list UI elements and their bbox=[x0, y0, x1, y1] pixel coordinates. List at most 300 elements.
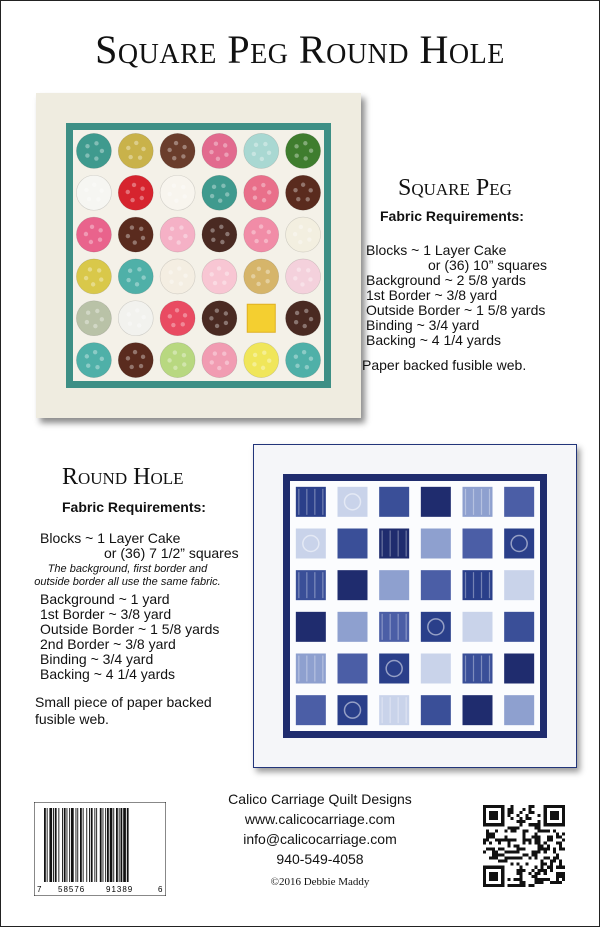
fabric-print-dot bbox=[302, 350, 306, 354]
qr-module bbox=[538, 881, 541, 884]
qr-module bbox=[501, 854, 504, 857]
list-item: or (36) 7 1/2” squares bbox=[104, 545, 239, 561]
fabric-print-dot bbox=[181, 154, 185, 158]
square-block bbox=[296, 529, 326, 559]
square-block bbox=[421, 570, 451, 600]
qr-module bbox=[516, 848, 519, 851]
square-block bbox=[379, 612, 409, 642]
fabric-print-dot bbox=[84, 232, 88, 236]
qr-module bbox=[529, 857, 532, 860]
fabric-print-dot bbox=[210, 228, 214, 232]
fabric-print-dot bbox=[95, 309, 99, 313]
qr-module bbox=[541, 844, 544, 847]
qr-module bbox=[535, 857, 538, 860]
qr-module bbox=[544, 857, 547, 860]
qr-module bbox=[535, 881, 538, 884]
barcode-bar bbox=[110, 808, 113, 882]
fabric-print-dot bbox=[91, 282, 95, 286]
qr-module bbox=[501, 838, 504, 841]
circle-block bbox=[76, 133, 111, 168]
fabric-print-dot bbox=[179, 225, 183, 229]
qr-module bbox=[510, 829, 513, 832]
barcode-bar bbox=[83, 808, 84, 882]
qr-module bbox=[507, 878, 510, 881]
qr-module bbox=[516, 869, 519, 872]
fabric-print-dot bbox=[210, 272, 214, 276]
qr-module bbox=[519, 811, 522, 814]
circle-block bbox=[118, 175, 153, 210]
qr-module bbox=[504, 860, 507, 863]
fabric-print-dot bbox=[141, 236, 145, 240]
circle-block bbox=[160, 175, 195, 210]
fabric-print-dot bbox=[138, 155, 142, 159]
fabric-print-dot bbox=[128, 269, 132, 273]
fabric-print-dot bbox=[89, 240, 93, 244]
phone-number: 940-549-4058 bbox=[276, 851, 364, 867]
qr-module bbox=[547, 878, 550, 881]
fabric-print-dot bbox=[168, 270, 172, 274]
list-item: Outside Border ~ 1 5/8 yards bbox=[40, 621, 220, 637]
qr-module bbox=[510, 817, 513, 820]
qr-module bbox=[507, 851, 510, 854]
fabric-requirements-label: Fabric Requirements: bbox=[380, 208, 524, 224]
fabric-print-dot bbox=[182, 362, 186, 366]
qr-module bbox=[516, 878, 519, 881]
qr-module bbox=[541, 848, 544, 851]
fabric-print-dot bbox=[293, 232, 297, 236]
qr-module bbox=[486, 848, 489, 851]
qr-module bbox=[535, 872, 538, 875]
fabric-print-dot bbox=[251, 274, 255, 278]
circle-block bbox=[76, 301, 111, 336]
fabric-print-dot bbox=[93, 350, 97, 354]
email-link[interactable]: info@calicocarriage.com bbox=[243, 831, 397, 847]
qr-module bbox=[513, 878, 516, 881]
circle-block bbox=[118, 301, 153, 336]
website-link[interactable]: www.calicocarriage.com bbox=[244, 811, 396, 827]
qr-module bbox=[535, 838, 538, 841]
list-item: Binding ~ 3/4 yard bbox=[366, 317, 480, 333]
qr-module bbox=[519, 820, 522, 823]
qr-module bbox=[516, 851, 519, 854]
qr-module bbox=[559, 844, 562, 847]
barcode-bar bbox=[94, 808, 95, 882]
qr-module bbox=[547, 835, 550, 838]
barcode-digit: 7 bbox=[37, 885, 42, 894]
qr-module bbox=[526, 854, 529, 857]
qr-module bbox=[550, 860, 553, 863]
fabric-print-dot bbox=[209, 150, 213, 154]
square-block bbox=[463, 570, 493, 600]
qr-module bbox=[519, 878, 522, 881]
fabric-print-dot bbox=[167, 148, 171, 152]
barcode-bar bbox=[44, 808, 46, 882]
square-block bbox=[296, 612, 326, 642]
copyright-notice: ©2016 Debbie Maddy bbox=[270, 876, 370, 888]
qr-module bbox=[556, 881, 559, 884]
qr-module bbox=[532, 875, 535, 878]
fabric-print-dot bbox=[305, 365, 309, 369]
fabric-print-dot bbox=[267, 359, 271, 363]
barcode-digit: 58576 bbox=[58, 885, 86, 894]
circle-block bbox=[118, 217, 153, 252]
fabric-print-dot bbox=[308, 228, 312, 232]
barcode-bar bbox=[116, 808, 118, 882]
round-hole-section bbox=[30, 465, 255, 728]
qr-module bbox=[532, 884, 535, 887]
qr-module bbox=[510, 884, 513, 887]
qr-module bbox=[526, 863, 529, 866]
qr-module bbox=[513, 844, 516, 847]
square-block bbox=[463, 654, 493, 684]
qr-module bbox=[492, 857, 495, 860]
qr-module bbox=[492, 835, 495, 838]
fabric-print-dot bbox=[181, 185, 185, 189]
fabric-print-dot bbox=[167, 358, 171, 362]
fabric-print-dot bbox=[85, 153, 89, 157]
quilt-background bbox=[73, 130, 324, 381]
qr-module bbox=[553, 829, 556, 832]
qr-module bbox=[510, 811, 513, 814]
square-block bbox=[338, 654, 368, 684]
qr-module bbox=[510, 826, 513, 829]
qr-module bbox=[522, 808, 525, 811]
qr-module bbox=[547, 866, 550, 869]
circle-block bbox=[202, 175, 237, 210]
fabric-print-dot bbox=[294, 154, 298, 158]
fabric-print-dot bbox=[126, 356, 130, 360]
fabric-print-dot bbox=[221, 184, 225, 188]
qr-module bbox=[519, 872, 522, 875]
qr-module bbox=[535, 835, 538, 838]
qr-module bbox=[553, 851, 556, 854]
fabric-print-dot bbox=[141, 355, 145, 359]
square-peg-heading: Square Peg bbox=[398, 175, 512, 201]
fabric-print-dot bbox=[173, 366, 177, 370]
circle-block bbox=[286, 133, 321, 168]
barcode-bar bbox=[77, 808, 78, 882]
list-item: Blocks ~ 1 Layer Cake bbox=[40, 530, 181, 546]
circle-block bbox=[244, 217, 279, 252]
round-hole-quilt-image bbox=[253, 444, 577, 768]
fabric-print-dot bbox=[100, 149, 104, 153]
square-block bbox=[338, 695, 368, 725]
fabric-print-dot bbox=[306, 268, 310, 272]
qr-module bbox=[541, 881, 544, 884]
fabric-print-dot bbox=[168, 236, 172, 240]
qr-module bbox=[547, 829, 550, 832]
square-block bbox=[463, 612, 493, 642]
fabric-print-dot bbox=[130, 225, 134, 229]
qr-module bbox=[513, 857, 516, 860]
circle-block bbox=[160, 217, 195, 252]
fabric-print-dot bbox=[171, 323, 175, 327]
qr-module bbox=[550, 869, 553, 872]
list-item: Outside Border ~ 1 5/8 yards bbox=[366, 302, 546, 318]
qr-module bbox=[489, 857, 492, 860]
requirements-list-b bbox=[40, 592, 255, 682]
list-item: or (36) 10” squares bbox=[428, 257, 548, 273]
qr-module bbox=[516, 826, 519, 829]
qr-module bbox=[526, 817, 529, 820]
qr-module bbox=[559, 881, 562, 884]
qr-module bbox=[510, 838, 513, 841]
qr-module bbox=[483, 851, 486, 854]
qr-module bbox=[529, 808, 532, 811]
qr-module bbox=[498, 838, 501, 841]
square-block bbox=[421, 612, 451, 642]
square-block bbox=[296, 654, 326, 684]
fabric-print-dot bbox=[254, 239, 258, 243]
qr-module bbox=[556, 872, 559, 875]
qr-module bbox=[544, 878, 547, 881]
circle-blocks bbox=[73, 130, 324, 381]
qr-module bbox=[538, 838, 541, 841]
qr-module bbox=[538, 851, 541, 854]
fabric-print-dot bbox=[169, 280, 173, 284]
fabric-print-dot bbox=[183, 194, 187, 198]
barcode-bar bbox=[58, 808, 59, 882]
qr-module bbox=[535, 851, 538, 854]
fabric-print-dot bbox=[90, 225, 94, 229]
fabric-print-dot bbox=[304, 156, 308, 160]
qr-module bbox=[498, 860, 501, 863]
qr-module bbox=[544, 863, 547, 866]
fabric-print-dot bbox=[209, 316, 213, 320]
list-item: Backing ~ 4 1/4 yards bbox=[366, 332, 502, 348]
fabric-print-dot bbox=[98, 237, 102, 241]
fabric-print-dot bbox=[299, 225, 303, 229]
circle-block bbox=[202, 217, 237, 252]
qr-module bbox=[529, 817, 532, 820]
circle-block bbox=[202, 259, 237, 294]
qr-module bbox=[513, 838, 516, 841]
circle-block bbox=[244, 133, 279, 168]
fabric-print-dot bbox=[126, 234, 130, 238]
fabric-print-dot bbox=[133, 240, 137, 244]
fabric-requirements-label: Fabric Requirements: bbox=[62, 499, 206, 515]
fabric-print-dot bbox=[100, 357, 104, 361]
fabric-print-dot bbox=[126, 278, 130, 282]
fabric-print-dot bbox=[267, 190, 271, 194]
qr-module bbox=[541, 829, 544, 832]
square-block bbox=[421, 487, 451, 517]
qr-module bbox=[495, 851, 498, 854]
qr-module bbox=[535, 841, 538, 844]
fabric-print-dot bbox=[133, 350, 137, 354]
qr-module bbox=[538, 829, 541, 832]
qr-module bbox=[538, 872, 541, 875]
fabric-print-dot bbox=[127, 312, 131, 316]
fabric-print-dot bbox=[308, 277, 312, 281]
list-item: 1st Border ~ 3/8 yard bbox=[40, 606, 172, 622]
fabric-print-dot bbox=[139, 227, 143, 231]
square-block bbox=[421, 695, 451, 725]
qr-module bbox=[556, 832, 559, 835]
qr-module bbox=[492, 848, 495, 851]
qr-module bbox=[538, 823, 541, 826]
fabric-print-dot bbox=[298, 240, 302, 244]
fabric-print-dot bbox=[252, 186, 256, 190]
qr-module bbox=[522, 854, 525, 857]
fabric-print-dot bbox=[301, 183, 305, 187]
qr-module bbox=[519, 866, 522, 869]
qr-module bbox=[504, 838, 507, 841]
barcode-bar bbox=[96, 808, 97, 882]
qr-module bbox=[532, 823, 535, 826]
qr-module bbox=[486, 835, 489, 838]
qr-module bbox=[562, 866, 565, 869]
qr-module bbox=[559, 835, 562, 838]
barcode-bar bbox=[47, 808, 48, 882]
qr-module bbox=[495, 854, 498, 857]
qr-module bbox=[501, 860, 504, 863]
qr-module bbox=[532, 854, 535, 857]
qr-module bbox=[516, 884, 519, 887]
requirements-list-a bbox=[40, 531, 255, 561]
square-peg-quilt-image bbox=[36, 93, 361, 418]
qr-module bbox=[492, 854, 495, 857]
circle-block bbox=[118, 133, 153, 168]
qr-module bbox=[495, 857, 498, 860]
square-block bbox=[504, 529, 534, 559]
fabric-print-dot bbox=[167, 192, 171, 196]
qr-module bbox=[504, 829, 507, 832]
qr-module bbox=[544, 869, 547, 872]
fabric-print-dot bbox=[140, 187, 144, 191]
barcode-bar bbox=[100, 808, 102, 882]
qr-module bbox=[532, 805, 535, 808]
qr-module bbox=[516, 872, 519, 875]
fabric-print-dot bbox=[253, 353, 257, 357]
fabric-print-dot bbox=[129, 365, 133, 369]
fabric-print-dot bbox=[217, 366, 221, 370]
fabric-print-dot bbox=[172, 183, 176, 187]
qr-module bbox=[516, 863, 519, 866]
fabric-print-dot bbox=[96, 197, 100, 201]
circle-block bbox=[202, 343, 237, 378]
fabric-print-dot bbox=[225, 361, 229, 365]
qr-module bbox=[547, 838, 550, 841]
fabric-print-dot bbox=[295, 364, 299, 368]
page-title: Square Peg Round Hole bbox=[95, 27, 505, 72]
qr-module bbox=[550, 881, 553, 884]
requirements-list bbox=[366, 243, 596, 348]
fabric-print-dot bbox=[214, 142, 218, 146]
fabric-print-dot bbox=[87, 197, 91, 201]
fabric-print-dot bbox=[182, 353, 186, 357]
fabric-print-dot bbox=[88, 267, 92, 271]
fabric-print-dot bbox=[181, 322, 185, 326]
qr-module bbox=[535, 866, 538, 869]
qr-module bbox=[529, 884, 532, 887]
barcode-bar bbox=[64, 808, 66, 882]
circle-block bbox=[118, 259, 153, 294]
qr-module bbox=[541, 866, 544, 869]
qr-module bbox=[513, 826, 516, 829]
qr-module bbox=[553, 881, 556, 884]
fabric-note: The background, first border and outside border all use the same fabric. bbox=[34, 563, 221, 588]
square-block bbox=[379, 487, 409, 517]
round-hole-extra: Small piece of paper backed fusible web. bbox=[35, 694, 212, 727]
fabric-print-dot bbox=[140, 196, 144, 200]
qr-module bbox=[507, 808, 510, 811]
fabric-print-dot bbox=[309, 149, 313, 153]
square-block bbox=[421, 529, 451, 559]
fabric-print-dot bbox=[294, 144, 298, 148]
qr-module bbox=[486, 829, 489, 832]
fabric-print-dot bbox=[300, 282, 304, 286]
circle-block bbox=[244, 175, 279, 210]
list-item: 2nd Border ~ 3/8 yard bbox=[40, 636, 176, 652]
fabric-print-dot bbox=[92, 183, 96, 187]
fabric-print-dot bbox=[172, 156, 176, 160]
qr-module bbox=[504, 835, 507, 838]
fabric-print-dot bbox=[215, 308, 219, 312]
qr-module bbox=[550, 866, 553, 869]
circle-block bbox=[286, 343, 321, 378]
fabric-print-dot bbox=[174, 198, 178, 202]
square-block bbox=[296, 695, 326, 725]
fabric-print-dot bbox=[141, 315, 145, 319]
qr-module bbox=[562, 838, 565, 841]
barcode-bar bbox=[80, 808, 82, 882]
qr-module bbox=[483, 841, 486, 844]
fabric-print-dot bbox=[128, 322, 132, 326]
fabric-print-dot bbox=[222, 281, 226, 285]
fabric-print-dot bbox=[176, 240, 180, 244]
fabric-print-dot bbox=[213, 351, 217, 355]
fabric-print-dot bbox=[85, 144, 89, 148]
qr-module bbox=[519, 823, 522, 826]
qr-module bbox=[538, 835, 541, 838]
fabric-print-dot bbox=[225, 232, 229, 236]
barcode-digit: 6 bbox=[158, 885, 163, 894]
fabric-print-dot bbox=[251, 230, 255, 234]
fabric-print-dot bbox=[294, 320, 298, 324]
list-item: Blocks ~ 1 Layer Cake bbox=[366, 242, 507, 258]
fabric-print-dot bbox=[224, 153, 228, 157]
qr-module bbox=[529, 805, 532, 808]
fabric-print-dot bbox=[94, 156, 98, 160]
barcode-bar bbox=[105, 808, 106, 882]
qr-module bbox=[562, 832, 565, 835]
qr-module bbox=[507, 844, 510, 847]
qr-module bbox=[522, 838, 525, 841]
fabric-print-dot bbox=[224, 311, 228, 315]
qr-module bbox=[559, 863, 562, 866]
qr-module bbox=[556, 854, 559, 857]
fabric-print-dot bbox=[135, 308, 139, 312]
qr-module bbox=[541, 869, 544, 872]
qr-module bbox=[562, 872, 565, 875]
qr-module bbox=[541, 860, 544, 863]
qr-module bbox=[559, 872, 562, 875]
circle-block bbox=[286, 217, 321, 252]
fabric-print-dot bbox=[262, 198, 266, 202]
fabric-print-dot bbox=[126, 190, 130, 194]
qr-module bbox=[483, 838, 486, 841]
qr-module bbox=[529, 811, 532, 814]
fabric-print-dot bbox=[263, 142, 267, 146]
square-block bbox=[338, 612, 368, 642]
barcode-bar bbox=[67, 808, 68, 882]
fabric-print-dot bbox=[99, 188, 103, 192]
qr-module bbox=[535, 878, 538, 881]
fabric-print-dot bbox=[135, 282, 139, 286]
square-block bbox=[379, 570, 409, 600]
qr-module bbox=[522, 884, 525, 887]
